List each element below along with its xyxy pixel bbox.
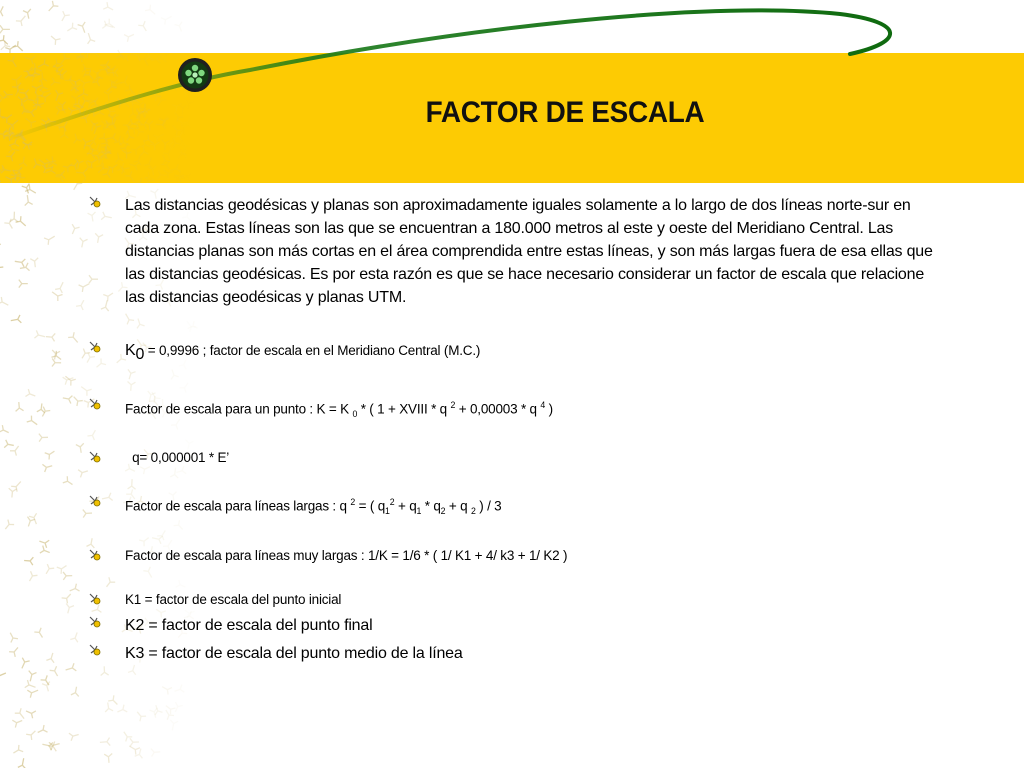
list-item xyxy=(88,194,948,309)
pattern-glyph xyxy=(52,358,61,366)
pattern-glyph xyxy=(18,758,28,768)
pattern-glyph xyxy=(45,448,57,460)
pattern-glyph xyxy=(19,280,28,288)
pattern-glyph xyxy=(42,462,53,472)
pattern-glyph xyxy=(160,683,172,694)
point-formula-sup: 2 xyxy=(450,400,456,411)
pattern-glyph xyxy=(64,663,76,674)
pattern-glyph xyxy=(42,740,53,750)
pattern-glyph xyxy=(10,212,18,222)
pattern-glyph xyxy=(40,546,51,557)
pattern-glyph xyxy=(9,645,21,657)
pattern-glyph xyxy=(162,708,174,720)
spark-bullet-icon xyxy=(88,548,102,562)
pattern-glyph xyxy=(24,707,35,718)
pattern-glyph xyxy=(26,571,37,583)
pattern-glyph xyxy=(68,332,81,345)
pattern-glyph xyxy=(68,584,79,595)
point-formula-part: ) xyxy=(545,401,553,417)
pattern-glyph xyxy=(15,708,27,721)
pattern-glyph xyxy=(27,416,40,428)
point-formula-sup: 4 xyxy=(540,400,546,411)
pattern-glyph xyxy=(130,738,139,746)
very-long-formula: Factor de escala para líneas muy largas : 1/K = 1/6 * ( 1/ K1 + 4/ k3 + 1/ K2 ) xyxy=(125,547,568,563)
pattern-glyph xyxy=(0,263,4,272)
k0-text: = 0,9996 ; factor de escala en el Meridiano Central (M.C.) xyxy=(144,343,481,358)
list-item xyxy=(88,591,948,609)
pattern-glyph xyxy=(127,743,140,755)
spark-bullet-icon xyxy=(88,592,102,606)
pattern-glyph xyxy=(108,695,120,707)
pattern-glyph xyxy=(25,389,36,400)
pattern-glyph xyxy=(0,669,7,680)
list-item xyxy=(88,449,948,467)
pattern-glyph xyxy=(69,731,80,741)
pattern-glyph xyxy=(71,394,83,406)
pattern-glyph xyxy=(100,666,108,675)
list-item xyxy=(88,642,948,665)
pattern-glyph xyxy=(14,257,25,266)
pattern-glyph xyxy=(25,517,35,528)
list-item xyxy=(88,396,948,423)
pattern-glyph xyxy=(63,374,75,385)
pattern-glyph xyxy=(27,686,39,697)
pattern-glyph xyxy=(50,666,61,678)
pattern-glyph xyxy=(34,628,46,640)
pattern-glyph xyxy=(78,238,88,248)
list-item xyxy=(88,614,948,637)
green-dots-circle-icon xyxy=(178,58,212,92)
pattern-glyph xyxy=(104,702,113,712)
slide-title: FACTOR DE ESCALA xyxy=(425,96,705,129)
pattern-glyph xyxy=(39,433,48,441)
pattern-glyph xyxy=(44,233,57,245)
pattern-glyph xyxy=(70,631,81,642)
bullet-list xyxy=(88,194,948,665)
pattern-glyph xyxy=(100,738,111,747)
pattern-glyph xyxy=(8,488,17,498)
pattern-glyph xyxy=(62,394,72,404)
pattern-glyph xyxy=(0,425,10,436)
pattern-glyph xyxy=(63,572,72,580)
pattern-glyph xyxy=(34,330,46,340)
pattern-glyph xyxy=(128,664,138,675)
pattern-glyph xyxy=(4,219,15,231)
spark-bullet-icon xyxy=(88,340,102,354)
spark-bullet-icon xyxy=(88,195,102,209)
pattern-glyph xyxy=(36,725,48,736)
long-formula-part: * q xyxy=(421,498,441,514)
pattern-glyph xyxy=(57,562,69,574)
pattern-glyph xyxy=(7,631,18,643)
long-formula-part: + q xyxy=(445,498,471,514)
pattern-glyph xyxy=(163,702,175,714)
spark-bullet-icon xyxy=(88,643,102,657)
pattern-glyph xyxy=(26,728,38,740)
list-item xyxy=(88,493,948,520)
pattern-glyph xyxy=(46,333,56,342)
pattern-glyph xyxy=(134,709,146,721)
intro-text: Las distancias geodésicas y planas son aproximadamente iguales solamente a lo largo de dos líneas norte-sur en cada zona. Estas líneas son las que se encuentran a 180.000 metros al este y oeste del Meridiano Central. Las distancias planas son más cortas en el área comprendida entre estas líneas, y son más largas fuera de esa ellas que las distancias geodésicas. Es por esta razón es que se hace necesario considerar un factor de escala que relacione las distancias geodésicas y planas UTM. xyxy=(125,197,933,306)
pattern-glyph xyxy=(24,557,34,566)
long-formula-sub: 2 xyxy=(471,506,476,517)
pattern-glyph xyxy=(71,686,81,696)
pattern-glyph xyxy=(43,564,54,576)
spark-bullet-icon xyxy=(88,397,102,411)
pattern-glyph xyxy=(63,476,75,488)
long-formula-part: + q xyxy=(394,498,417,514)
pattern-glyph xyxy=(12,717,23,728)
pattern-glyph xyxy=(172,702,183,714)
pattern-glyph xyxy=(55,280,67,292)
pattern-glyph xyxy=(16,216,29,229)
pattern-glyph xyxy=(11,479,24,492)
long-formula-sup: 2 xyxy=(389,497,395,508)
k1-definition: K1 = factor de escala del punto inicial xyxy=(125,591,342,607)
q-formula: q= 0,000001 * E’ xyxy=(125,450,230,466)
pattern-glyph xyxy=(38,537,49,547)
k2-definition: K2 = factor de escala del punto final xyxy=(125,616,373,634)
pattern-glyph xyxy=(69,224,80,235)
point-formula-part: + 0,00003 * q xyxy=(455,401,541,417)
pattern-glyph xyxy=(151,748,161,757)
spark-bullet-icon xyxy=(88,494,102,508)
list-item xyxy=(88,339,948,366)
pattern-glyph xyxy=(76,443,85,453)
pattern-glyph xyxy=(15,402,24,412)
long-formula-part: Factor de escala para líneas largas : q xyxy=(125,498,351,514)
long-formula-sub: 1 xyxy=(416,506,422,517)
point-formula-sub: 0 xyxy=(352,409,358,420)
pattern-glyph xyxy=(152,704,162,715)
pattern-glyph xyxy=(10,315,21,325)
long-formula-part: ) / 3 xyxy=(475,498,502,514)
list-item xyxy=(88,547,948,565)
pattern-glyph xyxy=(150,708,160,719)
long-formula-part: = ( q xyxy=(355,498,386,514)
k3-definition: K3 = factor de escala del punto medio de la línea xyxy=(125,644,463,662)
pattern-glyph xyxy=(64,604,74,615)
long-formula-sub: 2 xyxy=(440,506,446,517)
point-formula-part: Factor de escala para un punto : K = K xyxy=(125,401,353,417)
pattern-glyph xyxy=(76,298,87,310)
pattern-glyph xyxy=(2,520,14,532)
pattern-glyph xyxy=(104,753,113,763)
spark-bullet-icon xyxy=(88,450,102,464)
pattern-glyph xyxy=(116,705,127,716)
k0-symbol: K xyxy=(125,342,136,359)
pattern-glyph xyxy=(173,685,184,695)
point-formula-part: * ( 1 + XVIII * q xyxy=(357,401,451,417)
pattern-glyph xyxy=(168,720,178,731)
k0-subscript: 0 xyxy=(135,346,145,364)
long-formula-sup: 2 xyxy=(350,497,356,508)
long-formula-sub: 1 xyxy=(385,506,390,517)
pattern-glyph xyxy=(0,297,10,309)
pattern-glyph xyxy=(0,234,4,247)
pattern-glyph xyxy=(25,680,37,691)
pattern-glyph xyxy=(18,658,29,670)
pattern-glyph xyxy=(30,258,39,268)
pattern-glyph xyxy=(11,745,23,757)
pattern-glyph xyxy=(19,263,29,273)
pattern-glyph xyxy=(46,652,56,663)
spark-bullet-icon xyxy=(88,615,102,629)
pattern-glyph xyxy=(4,440,14,450)
pattern-glyph xyxy=(62,591,74,603)
